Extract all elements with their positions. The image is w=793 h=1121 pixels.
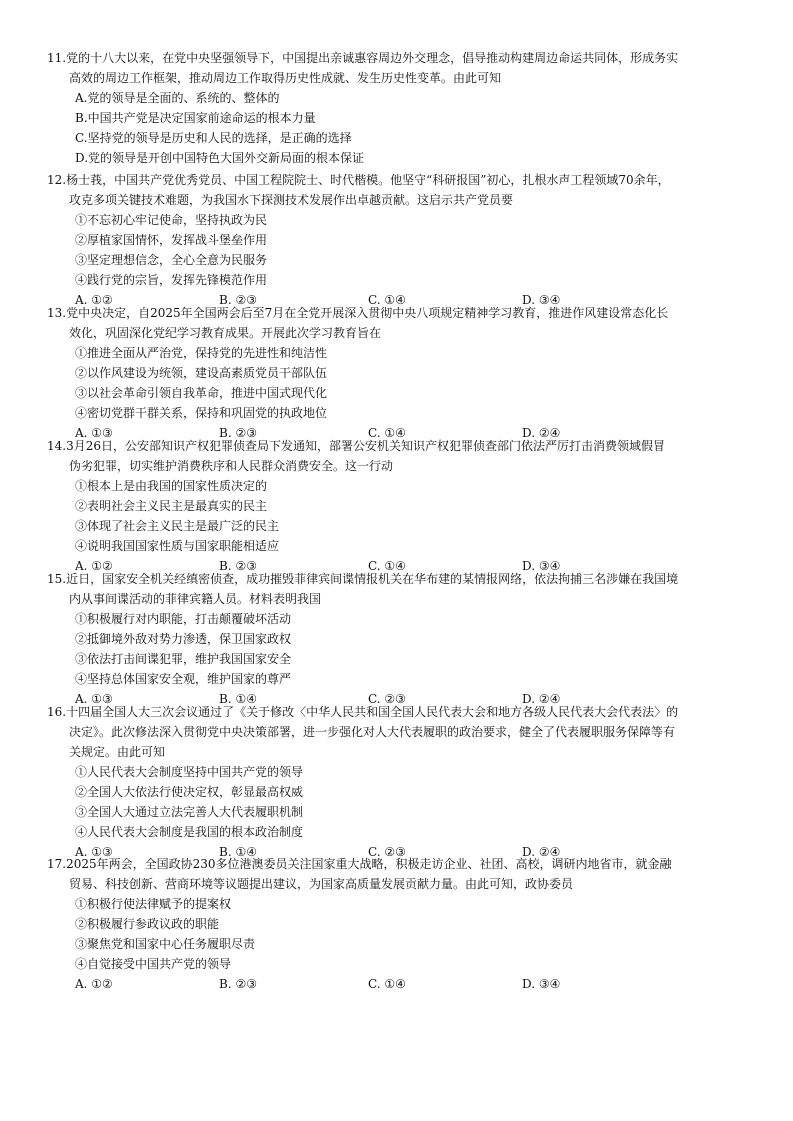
statement: ①不忘初心牢记使命，坚持执政为民 [75,213,268,227]
choice-a: A. ①③ [75,692,113,706]
question-stem: 12.杨士莪，中国共产党优秀党员、中国工程院院士、时代楷模。他坚守“科研报国”初心，扎根水声工程领域70余年， [47,173,670,187]
statement: ①积极行使法律赋予的提案权 [75,897,232,911]
statement: ③以社会革命引领自我革命，推进中国式现代化 [75,386,328,400]
question-stem: 16.十四届全国人大三次会议通过了《关于修改〈中华人民共和国全国人民代表大会和地方各级人民代表大会代表法〉的 [47,705,679,719]
question-stem: 17.2025年两会，全国政协230多位港澳委员关注国家重大战略，积极走访企业、社团、高校，调研内地省市，就金融 [47,857,672,871]
statement: ①人民代表大会制度坚持中国共产党的领导 [75,765,304,779]
option-b: B.中国共产党是决定国家前途命运的根本力量 [75,111,316,125]
choice-d: D. ③④ [522,559,561,573]
statement: ②表明社会主义民主是最真实的民主 [75,499,268,513]
choice-a: A. ①③ [75,426,113,440]
choice-b: B. ②③ [219,293,257,307]
question-stem: 15.近日，国家安全机关经缜密侦查，成功摧毁菲律宾间谍情报机关在华布建的某情报网络，依法拘捕三名涉嫌在我国境 [47,572,679,586]
choice-b: B. ①④ [219,692,257,706]
statement: ②厚植家国情怀，发挥战斗堡垒作用 [75,233,268,247]
question-stem: 攻克多项关键技术难题，为我国水下探测技术发展作出卓越贡献。这启示共产党员要 [69,193,514,207]
question-11 [47,48,757,168]
statement: ③全国人大通过立法完善人大代表履职机制 [75,805,304,819]
question-15 [47,569,757,709]
statement: ③聚焦党和国家中心任务履职尽责 [75,937,256,951]
choice-d: D. ②④ [522,692,561,706]
statement: ②抵御境外敌对势力渗透，保卫国家政权 [75,632,292,646]
question-stem: 决定》。此次修法深入贯彻党中央决策部署，进一步强化对人大代表履职的政治要求，健全了代表履职服务保障等有 [69,725,676,739]
choice-a: A. ①③ [75,845,113,859]
question-stem: 伪劣犯罪，切实维护消费秩序和人民群众消费安全。这一行动 [69,459,394,473]
choice-d: D. ③④ [522,293,561,307]
question-stem: 13.党中央决定，自2025年全国两会后至7月在全党开展深入贯彻中央八项规定精神学习教育，推进作风建设常态化长 [47,306,669,320]
statement: ③坚定理想信念，全心全意为民服务 [75,253,268,267]
question-13 [47,303,757,443]
question-stem: 关规定。由此可知 [69,745,166,759]
statement: ②全国人大依法行使决定权，彰显最高权威 [75,785,304,799]
choice-b: B. ②③ [219,426,257,440]
statement: ④自觉接受中国共产党的领导 [75,957,232,971]
statement: ④说明我国国家性质与国家职能相适应 [75,539,280,553]
choice-a: A. ①② [75,559,113,573]
choice-b: B. ①④ [219,845,257,859]
question-stem: 内从事间谍活动的菲律宾籍人员。材料表明我国 [69,592,322,606]
question-12 [47,170,757,310]
statement: ①推进全面从严治党，保持党的先进性和纯洁性 [75,346,328,360]
choice-d: D. ②④ [522,426,561,440]
choice-c: C. ①④ [368,426,406,440]
question-14 [47,436,757,576]
answer-choices [47,974,757,994]
statement: ①积极履行对内职能，打击颠覆破坏活动 [75,612,292,626]
statement: ④坚持总体国家安全观，维护国家的尊严 [75,672,292,686]
choice-a: A. ①② [75,977,113,991]
question-stem: 效化，巩固深化党纪学习教育成果。开展此次学习教育旨在 [69,326,382,340]
choice-b: B. ②③ [219,559,257,573]
statement: ③体现了社会主义民主是最广泛的民主 [75,519,280,533]
statement: ②以作风建设为统领，建设高素质党员干部队伍 [75,366,328,380]
question-stem: 14.3月26日，公安部知识产权犯罪侦查局下发通知，部署公安机关知识产权犯罪侦查部门依法严厉打击消费领域假冒 [47,439,665,453]
statement: ④践行党的宗旨，发挥先锋模范作用 [75,273,268,287]
choice-a: A. ①② [75,293,113,307]
choice-c: C. ②③ [368,692,406,706]
statement: ①根本上是由我国的国家性质决定的 [75,479,268,493]
statement: ②积极履行参政议政的职能 [75,917,220,931]
question-stem: 11.党的十八大以来，在党中央坚强领导下，中国提出亲诚惠容周边外交理念，倡导推动构建周边命运共同体，形成务实 [47,51,679,65]
question-16 [47,702,757,862]
option-c: C.坚持党的领导是历史和人民的选择，是正确的选择 [75,131,352,145]
choice-c: C. ②③ [368,845,406,859]
option-a: A.党的领导是全面的、系统的、整体的 [75,91,280,105]
statement: ④人民代表大会制度是我国的根本政治制度 [75,825,304,839]
option-d: D.党的领导是开创中国特色大国外交新局面的根本保证 [75,151,365,165]
statement: ④密切党群干群关系，保持和巩固党的执政地位 [75,406,328,420]
choice-d: D. ②④ [522,845,561,859]
statement: ③依法打击间谍犯罪，维护我国国家安全 [75,652,292,666]
choice-c: C. ①④ [368,559,406,573]
choice-c: C. ①④ [368,977,406,991]
choice-c: C. ①④ [368,293,406,307]
choice-b: B. ②③ [219,977,257,991]
question-stem: 贸易、科技创新、营商环境等议题提出建议，为国家高质量发展贡献力量。由此可知，政协委员 [69,877,574,891]
question-17 [47,854,757,994]
question-stem: 高效的周边工作框架，推动周边工作取得历史性成就、发生历史性变革。由此可知 [69,71,502,85]
choice-d: D. ③④ [522,977,561,991]
